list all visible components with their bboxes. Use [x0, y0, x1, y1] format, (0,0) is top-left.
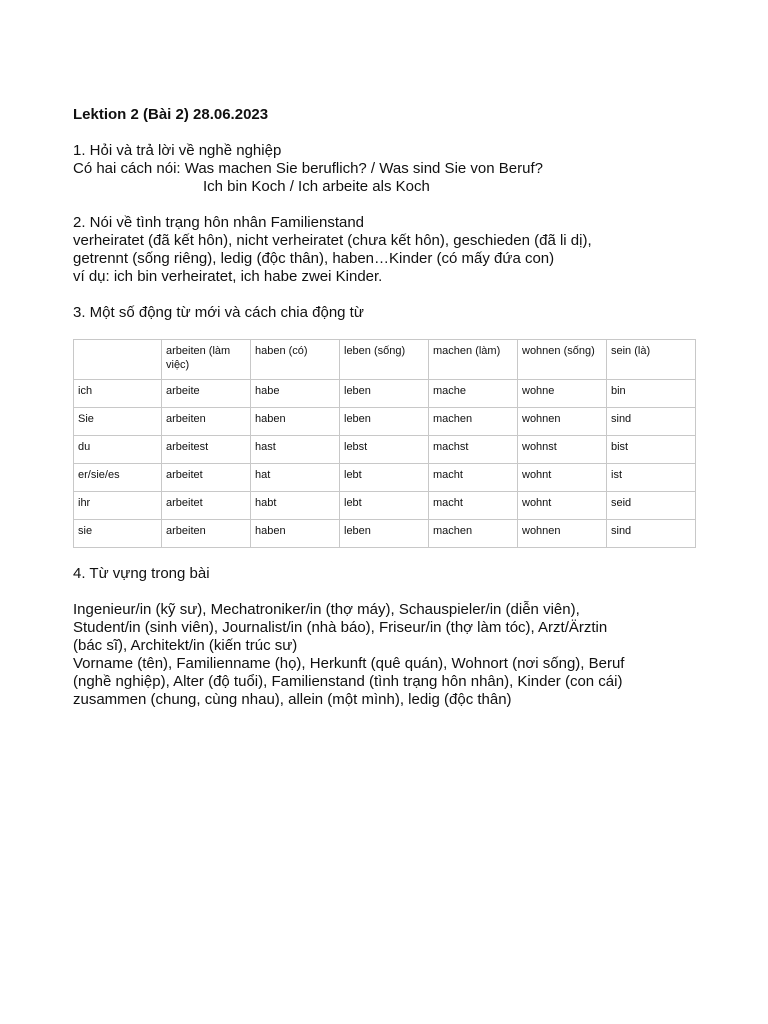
- spacer: [73, 286, 703, 304]
- table-row: [74, 520, 696, 548]
- table-cell: haben: [251, 520, 340, 548]
- vocab-line: Vorname (tên), Familienname (họ), Herkunft (quê quán), Wohnort (nơi sống), Beruf: [73, 655, 625, 672]
- table-row: [74, 408, 696, 436]
- section-vocabulary: [73, 565, 703, 709]
- table-cell: wohnt: [518, 464, 607, 492]
- paragraph-line: verheiratet (đã kết hôn), nicht verheiratet (chưa kết hôn), geschieden (đã li dị),: [73, 232, 592, 249]
- table-row: [74, 464, 696, 492]
- table-cell: habt: [251, 492, 340, 520]
- section-heading: 3. Một số động từ mới và cách chia động từ: [73, 304, 364, 321]
- table-cell: sind: [607, 520, 696, 548]
- table-cell: leben: [340, 408, 429, 436]
- table-header-cell: [74, 340, 162, 380]
- table-cell: ihr: [74, 492, 162, 520]
- table-cell: macht: [429, 464, 518, 492]
- vocab-line: Ingenieur/in (kỹ sư), Mechatroniker/in (thợ máy), Schauspieler/in (diễn viên),: [73, 601, 580, 618]
- paragraph-line: ví dụ: ich bin verheiratet, ich habe zwei Kinder.: [73, 268, 383, 285]
- table-header-cell: sein (là): [607, 340, 696, 380]
- vocab-line: zusammen (chung, cùng nhau), allein (một mình), ledig (độc thân): [73, 691, 512, 708]
- table-header-cell: wohnen (sống): [518, 340, 607, 380]
- table-header-cell: haben (có): [251, 340, 340, 380]
- table-cell: hast: [251, 436, 340, 464]
- table-cell: wohnt: [518, 492, 607, 520]
- section-occupation: [73, 142, 703, 196]
- table-header-cell: machen (làm): [429, 340, 518, 380]
- table-cell: habe: [251, 380, 340, 408]
- table-row: [74, 380, 696, 408]
- table-cell: mache: [429, 380, 518, 408]
- table-cell: ist: [607, 464, 696, 492]
- spacer: [73, 124, 703, 142]
- vocab-line: Student/in (sinh viên), Journalist/in (nhà báo), Friseur/in (thợ làm tóc), Arzt/Ärztin: [73, 619, 608, 636]
- table-cell: ich: [74, 380, 162, 408]
- table-cell: hat: [251, 464, 340, 492]
- table-cell: Sie: [74, 408, 162, 436]
- table-cell: sind: [607, 408, 696, 436]
- table-cell: arbeiten: [162, 520, 251, 548]
- table-cell: sie: [74, 520, 162, 548]
- table-cell: machst: [429, 436, 518, 464]
- table-cell: arbeiten: [162, 408, 251, 436]
- table-cell: seid: [607, 492, 696, 520]
- conjugation-table: [73, 339, 696, 548]
- table-cell: du: [74, 436, 162, 464]
- table-header-row: [74, 340, 696, 380]
- table-cell: wohnst: [518, 436, 607, 464]
- table-header-cell: leben (sống): [340, 340, 429, 380]
- section-marital-status: [73, 214, 703, 286]
- section-heading: 2. Nói về tình trạng hôn nhân Familienstand: [73, 214, 365, 231]
- vocab-line: (bác sĩ), Architekt/in (kiến trúc sư): [73, 637, 298, 654]
- section-verbs: [73, 304, 703, 548]
- table-cell: lebt: [340, 464, 429, 492]
- table-cell: leben: [340, 520, 429, 548]
- paragraph-line: Có hai cách nói: Was machen Sie beruflich? / Was sind Sie von Beruf?: [73, 160, 543, 177]
- table-row: [74, 492, 696, 520]
- page-title: Lektion 2 (Bài 2) 28.06.2023: [73, 106, 269, 123]
- table-cell: wohne: [518, 380, 607, 408]
- spacer: [73, 583, 703, 601]
- paragraph-line: getrennt (sống riêng), ledig (độc thân), haben…Kinder (có mấy đứa con): [73, 250, 555, 267]
- table-cell: wohnen: [518, 408, 607, 436]
- document-page: [73, 106, 703, 709]
- table-cell: wohnen: [518, 520, 607, 548]
- table-cell: bin: [607, 380, 696, 408]
- table-cell: lebst: [340, 436, 429, 464]
- table-cell: arbeitest: [162, 436, 251, 464]
- vocab-line: (nghề nghiệp), Alter (độ tuổi), Familienstand (tình trạng hôn nhân), Kinder (con cái): [73, 673, 623, 690]
- table-cell: haben: [251, 408, 340, 436]
- section-heading: 1. Hỏi và trả lời về nghề nghiệp: [73, 142, 282, 159]
- table-cell: arbeite: [162, 380, 251, 408]
- table-cell: arbeitet: [162, 492, 251, 520]
- spacer: [73, 196, 703, 214]
- table-cell: er/sie/es: [74, 464, 162, 492]
- table-header-cell: arbeiten (làm việc): [162, 340, 251, 380]
- paragraph-line: Ich bin Koch / Ich arbeite als Koch: [203, 178, 430, 195]
- table-cell: lebt: [340, 492, 429, 520]
- table-cell: arbeitet: [162, 464, 251, 492]
- section-heading: 4. Từ vựng trong bài: [73, 565, 210, 582]
- table-cell: macht: [429, 492, 518, 520]
- table-cell: machen: [429, 408, 518, 436]
- table-row: [74, 436, 696, 464]
- table-cell: bist: [607, 436, 696, 464]
- table-cell: machen: [429, 520, 518, 548]
- table-cell: leben: [340, 380, 429, 408]
